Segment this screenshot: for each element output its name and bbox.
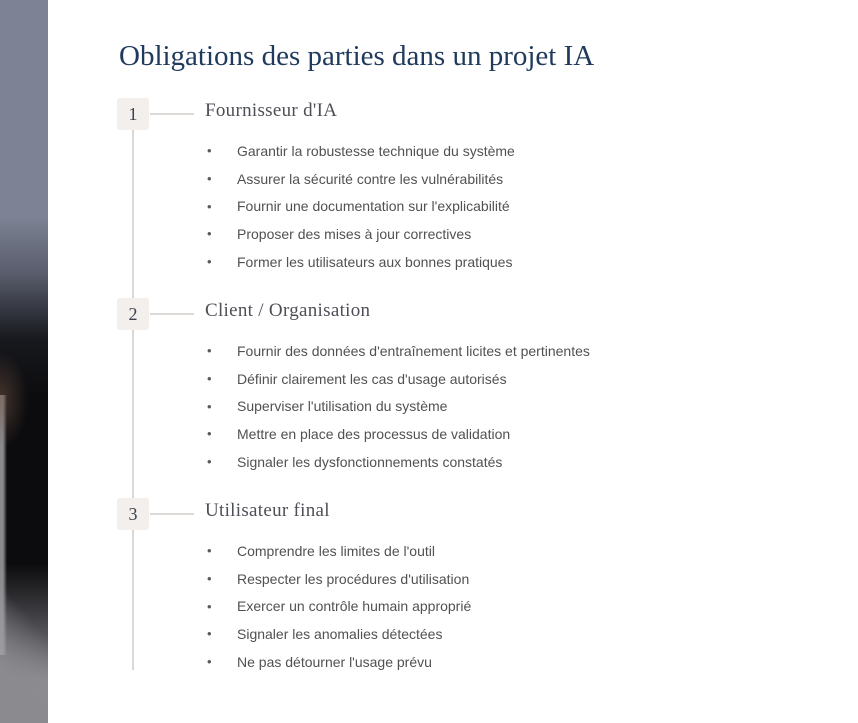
bullet-item (205, 448, 590, 476)
connector-line (150, 513, 194, 515)
bullet-item (205, 365, 590, 393)
bullet-text: Assurer la sécurité contre les vulnérabilités (237, 170, 504, 187)
bullet-item (205, 337, 590, 365)
bullet-icon (205, 343, 237, 358)
bullet-icon (205, 199, 237, 214)
bullet-item (205, 392, 590, 420)
bullet-text: Définir clairement les cas d'usage autorisés (237, 370, 507, 387)
step-number: 3 (128, 503, 138, 524)
bullet-icon (205, 143, 237, 158)
bullet-list (205, 537, 471, 675)
bullet-icon (205, 454, 237, 469)
step-number-badge (117, 498, 149, 530)
section-fournisseur-ia (0, 98, 858, 298)
bullet-text: Proposer des mises à jour correctives (237, 225, 472, 242)
bullet-text: Fournir une documentation sur l'explicabilité (237, 198, 510, 215)
bullet-item (205, 248, 515, 276)
step-heading: Fournisseur d'IA (205, 100, 338, 121)
connector-line (150, 113, 194, 115)
bullet-icon (205, 543, 237, 558)
bullet-list (205, 337, 590, 475)
bullet-text: Fournir des données d'entraînement licites et pertinentes (237, 342, 590, 359)
section-client-organisation (0, 298, 858, 498)
bullet-text: Mettre en place des processus de validation (237, 425, 511, 442)
step-heading: Client / Organisation (205, 300, 371, 321)
bullet-item (205, 420, 590, 448)
bullet-item (205, 537, 471, 565)
step-number: 2 (128, 303, 138, 324)
step-number-badge (117, 298, 149, 330)
step-heading: Utilisateur final (205, 500, 330, 521)
bullet-item (205, 165, 515, 193)
bullet-item (205, 192, 515, 220)
bullet-item (205, 592, 471, 620)
connector-line (150, 313, 194, 315)
bullet-icon (205, 371, 237, 386)
bullet-text: Ne pas détourner l'usage prévu (237, 653, 432, 670)
bullet-item (205, 648, 471, 676)
bullet-text: Signaler les anomalies détectées (237, 625, 443, 642)
bullet-icon (205, 226, 237, 241)
page-title: Obligations des parties dans un projet IA (119, 40, 595, 72)
bullet-icon (205, 171, 237, 186)
bullet-icon (205, 654, 237, 669)
bullet-icon (205, 626, 237, 641)
bullet-item (205, 620, 471, 648)
step-number: 1 (128, 103, 138, 124)
step-number-badge (117, 98, 149, 130)
bullet-text: Comprendre les limites de l'outil (237, 542, 435, 559)
bullet-item (205, 565, 471, 593)
bullet-icon (205, 571, 237, 586)
section-utilisateur-final (0, 498, 858, 698)
bullet-icon (205, 254, 237, 269)
bullet-text: Respecter les procédures d'utilisation (237, 570, 470, 587)
bullet-text: Exercer un contrôle humain approprié (237, 598, 472, 615)
bullet-item (205, 220, 515, 248)
bullet-text: Garantir la robustesse technique du système (237, 142, 515, 159)
bullet-icon (205, 399, 237, 414)
bullet-text: Signaler les dysfonctionnements constatés (237, 453, 503, 470)
bullet-icon (205, 426, 237, 441)
bullet-text: Superviser l'utilisation du système (237, 398, 448, 415)
bullet-icon (205, 599, 237, 614)
bullet-list (205, 137, 515, 275)
bullet-text: Former les utilisateurs aux bonnes pratiques (237, 253, 513, 270)
bullet-item (205, 137, 515, 165)
